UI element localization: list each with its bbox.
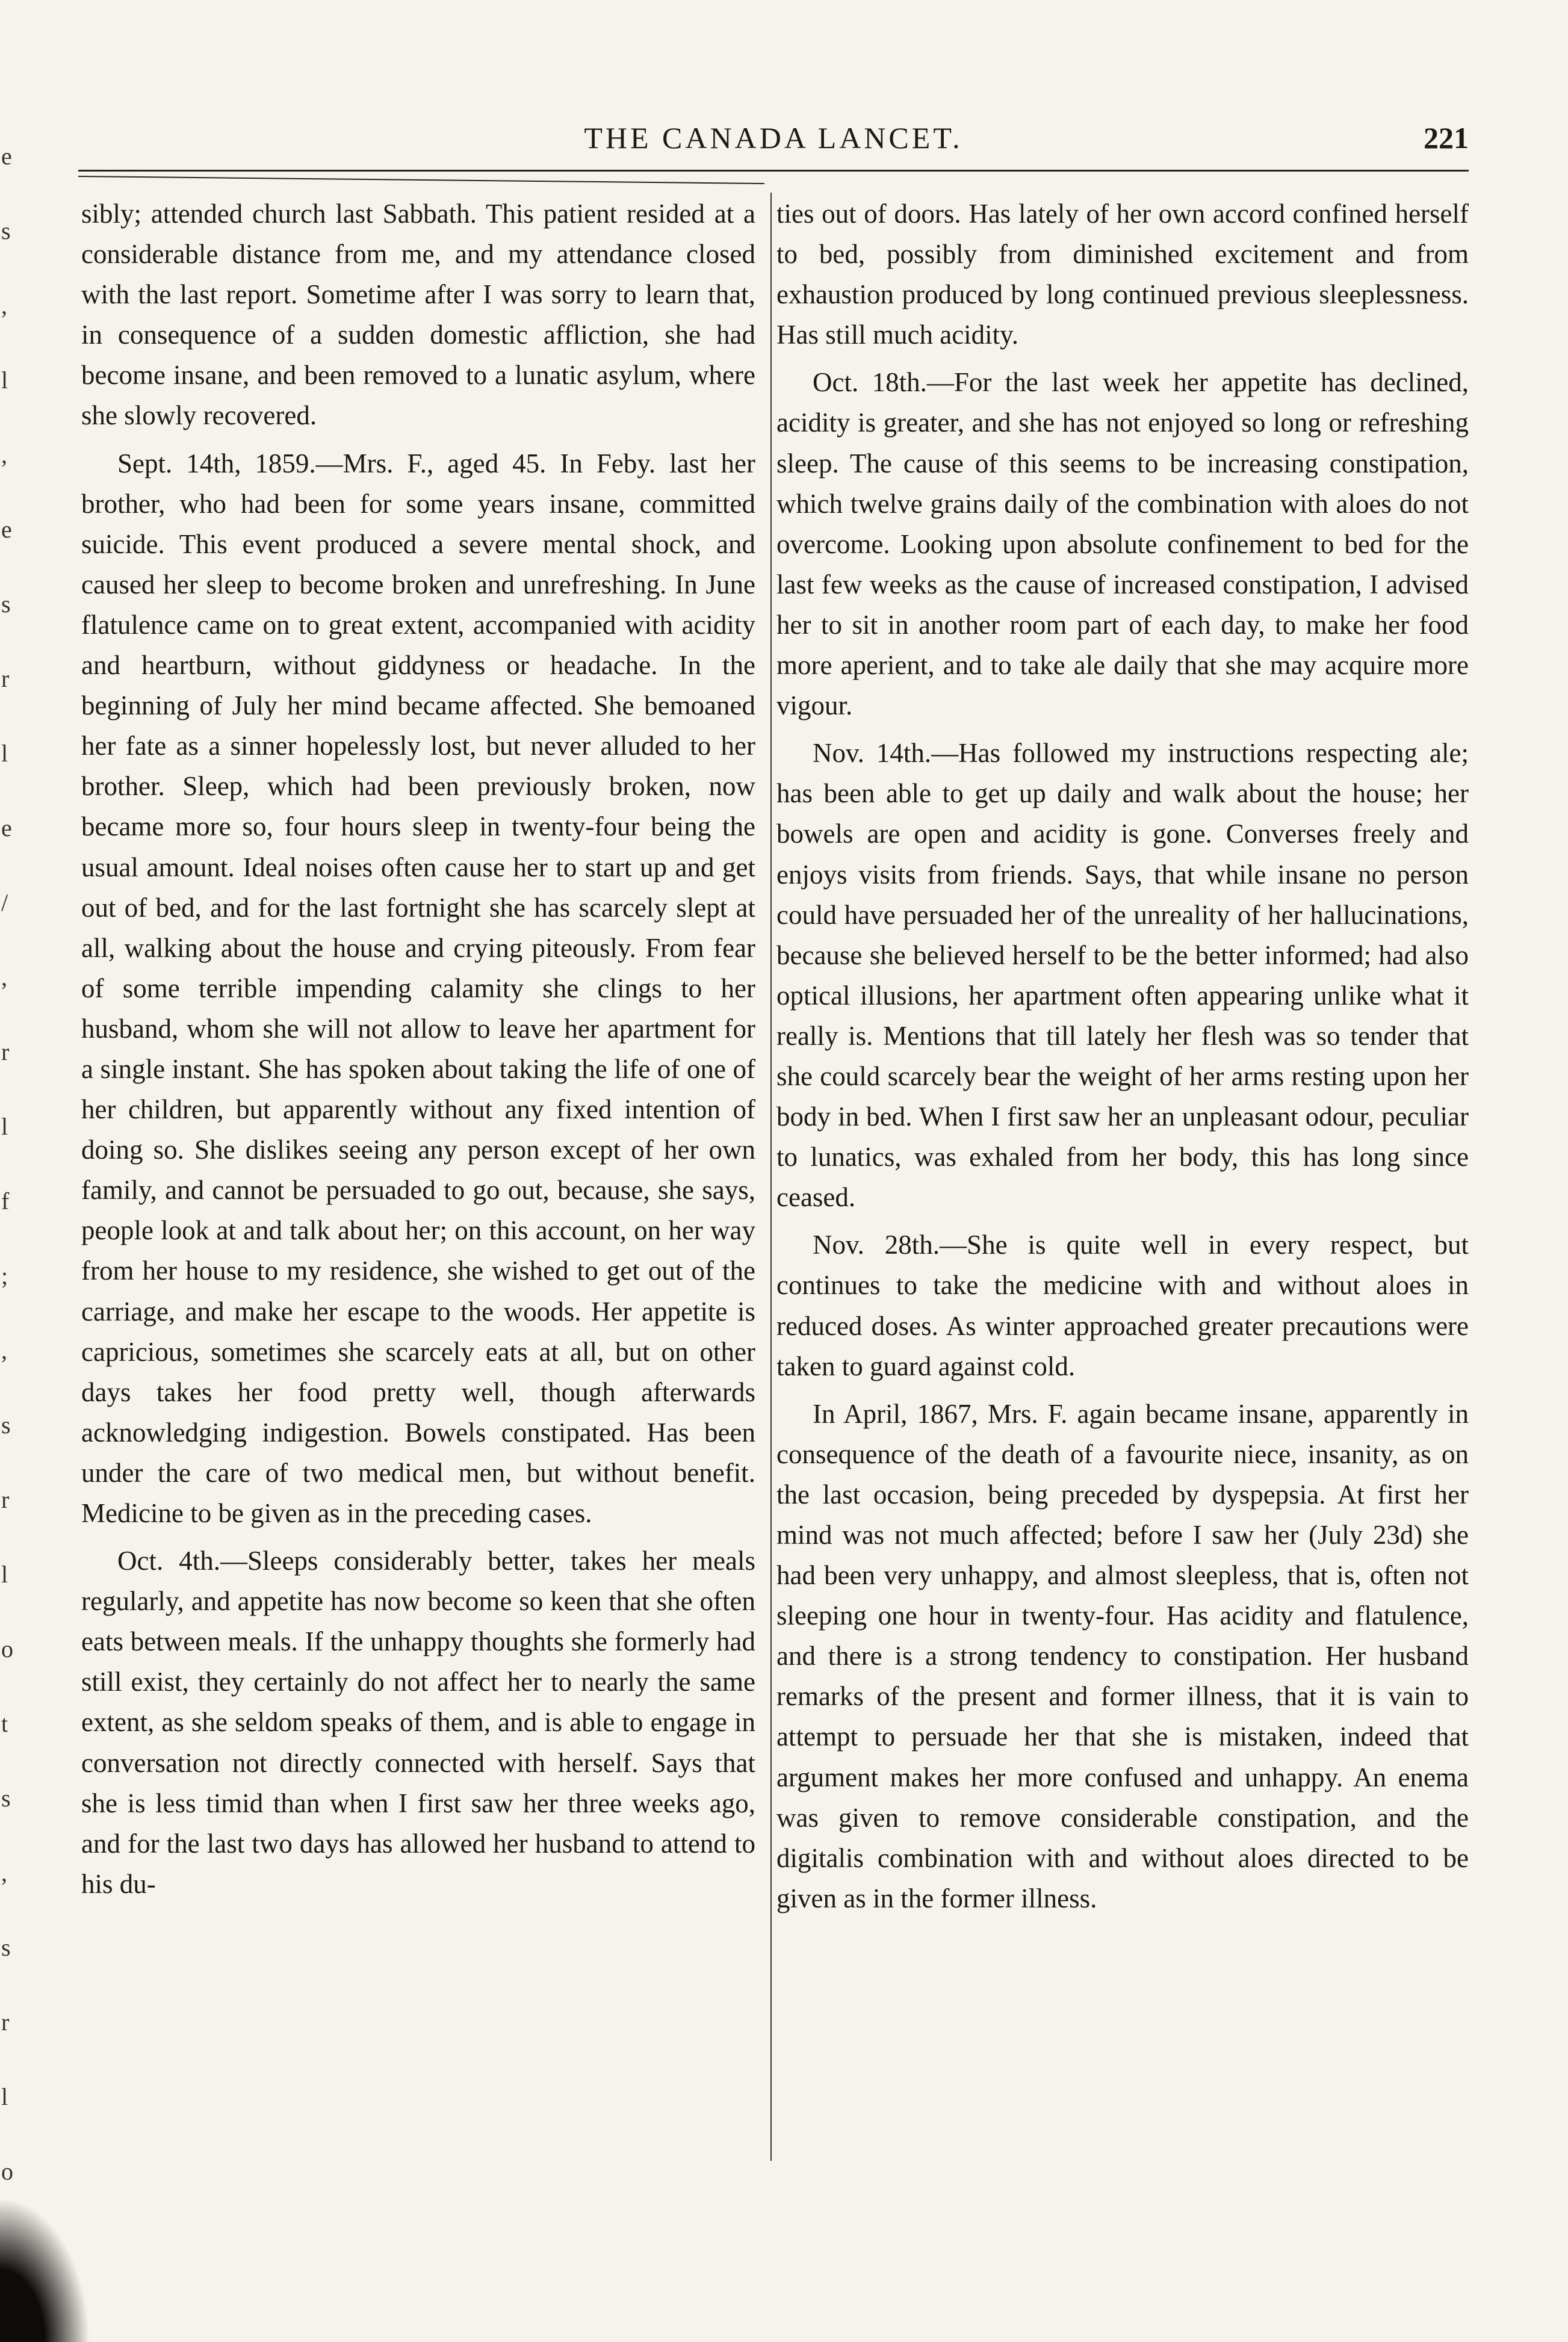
paragraph: ties out of doors. Has lately of her own accord confined herself to bed, possibly from diminished excitement and from exhaustion produced by long continued previous sleeplessness. Has still much acidity. xyxy=(776,199,1469,350)
bleed-glyph: l xyxy=(1,2083,8,2110)
bleed-glyph: f xyxy=(1,1188,10,1215)
paragraph: In April, 1867, Mrs. F. again became insane, apparently in consequence of the death of a favourite niece, insanity, as on the last occasion, being preceded by dyspepsia. At first her mind was not much affected; before I saw her (July 23d) she had been very unhappy, and almost sleepless, that is, often not sleeping one hour in twenty-four. Has acidity and flatulence, and there is a strong tendency to constipation. Her husband remarks of the present and former illness, that it is vain to attempt to persuade her that she is mistaken, indeed that argument makes her more confused and unhappy. An enema was given to remove considerable constipation, and the digitalis combination with and without aloes directed to be given as in the former illness. xyxy=(776,1398,1469,1913)
paragraph: Nov. 14th.—Has followed my instructions respecting ale; has been able to get up daily and walk about the house; her bowels are open and acidity is gone. Converses freely and enjoys visits from friends. Says, that while insane no person could have persuaded her of the unreality of her hallucinations, because she believed herself to be the better informed; had also optical illusions, her apartment often appearing unlike what it really is. Mentions that till lately her flesh was so tender that she could scarcely bear the weight of her arms resting upon her body in bed. When I first saw her an unpleasant odour, peculiar to lunatics, was exhaled from her body, this has long since ceased. xyxy=(776,738,1469,1213)
bleed-glyph: s xyxy=(1,1934,11,1961)
bleed-glyph: , xyxy=(1,1859,7,1886)
bleed-glyph: s xyxy=(1,217,11,244)
bleed-glyph: r xyxy=(1,1486,10,1513)
bleed-glyph: r xyxy=(1,1038,10,1065)
bleed-glyph: s xyxy=(1,590,11,618)
bleed-glyph: r xyxy=(1,2009,10,2036)
bleed-glyph: l xyxy=(1,1113,8,1140)
paragraph: Sept. 14th, 1859.—Mrs. F., aged 45. In Feby. last her brother, who had been for some years insane, committed suicide. This event produced a severe mental shock, and caused her sleep to become broken and unrefreshing. In June flatulence came on to great extent, accompanied with acidity and heartburn, without giddyness or headache. In the beginning of July her mind became affected. She bemoaned her fate as a sinner hopelessly lost, but never alluded to her brother. Sleep, which had been previously broken, now became more so, four hours sleep in twenty-four being the usual amount. Ideal noises often cause her to start up and get out of bed, and for the last fortnight she has scarcely slept at all, walking about the house and crying piteously. From fear of some terrible impending calamity she clings to her husband, whom she will not allow to leave her apartment for a single instant. She has spoken about taking the life of one of her children, but apparently without any fixed intention of doing so. She dislikes seeing any person except of her own family, and cannot be persuaded to go out, because, she says, people look at and talk about her; on this account, on her way from her house to my residence, she wished to get out of the carriage, and make her escape to the woods. Her appetite is capricious, sometimes she scarcely eats at all, but on other days takes her food pretty well, though afterwards acknowledging indigestion. Bowels constipated. Has been under the care of two medical men, but without benefit. Medicine to be given as in the preceding cases. xyxy=(81,448,755,1528)
bleed-glyph: , xyxy=(1,441,7,468)
bleed-glyph: s xyxy=(1,1411,11,1439)
right-column xyxy=(776,194,1469,1919)
previous-page-bleed xyxy=(1,143,14,2185)
bleed-glyph: l xyxy=(1,740,8,767)
page-number: 221 xyxy=(1424,121,1469,155)
bleed-glyph: l xyxy=(1,367,8,394)
bleed-glyph: / xyxy=(1,889,8,916)
bleed-glyph: o xyxy=(1,2158,13,2185)
left-column xyxy=(81,194,755,1904)
bleed-glyph: l xyxy=(1,1561,8,1588)
bleed-glyph: e xyxy=(1,143,12,170)
bleed-glyph: ; xyxy=(1,1262,8,1289)
bleed-glyph: , xyxy=(1,964,7,991)
bleed-glyph: t xyxy=(1,1710,8,1737)
paragraph: Oct. 18th.—For the last week her appetite has declined, acidity is greater, and she has not enjoyed so long or refreshing sleep. The cause of this seems to be increasing constipation, which twelve grains daily of the combination with aloes do not overcome. Looking upon absolute confinement to bed for the last few weeks as the cause of increased constipation, I advised her to sit in another room part of each day, to make her food more aperient, and to take ale daily that she may acquire more vigour. xyxy=(776,367,1469,721)
paragraph: Nov. 28th.—She is quite well in every respect, but continues to take the medicine with and without aloes in reduced doses. As winter approached greater precautions were taken to guard against cold. xyxy=(776,1230,1469,1381)
bleed-glyph: o xyxy=(1,1635,13,1662)
bleed-glyph: e xyxy=(1,814,12,841)
bleed-glyph: e xyxy=(1,516,12,543)
bleed-glyph: s xyxy=(1,1785,11,1812)
running-title: THE CANADA LANCET. xyxy=(584,121,963,155)
header-rule xyxy=(78,170,1469,172)
paragraph: Oct. 4th.—Sleeps considerably better, takes her meals regularly, and appetite has now become so keen that she often eats between meals. If the unhappy thoughts she formerly had still exist, they certainly do not affect her to nearly the same extent, as she seldom speaks of them, and is able to engage in conversation not directly connected with herself. Says that she is less timid than when I first saw her three weeks ago, and for the last two days has allowed her husband to attend to his du- xyxy=(81,1546,755,1899)
binding-shadow xyxy=(0,2197,90,2342)
bleed-glyph: , xyxy=(1,292,7,319)
column-divider xyxy=(770,193,772,2161)
bleed-glyph: , xyxy=(1,1337,7,1364)
paragraph: sibly; attended church last Sabbath. This patient resided at a considerable distance from me, and my attendance closed with the last report. Sometime after I was sorry to learn that, in consequence of a sudden domestic affliction, she had become insane, and been removed to a lunatic asylum, where she slowly recovered. xyxy=(81,199,755,431)
bleed-glyph: r xyxy=(1,665,10,692)
header-rule-secondary xyxy=(78,176,764,184)
page-header xyxy=(78,120,1469,163)
